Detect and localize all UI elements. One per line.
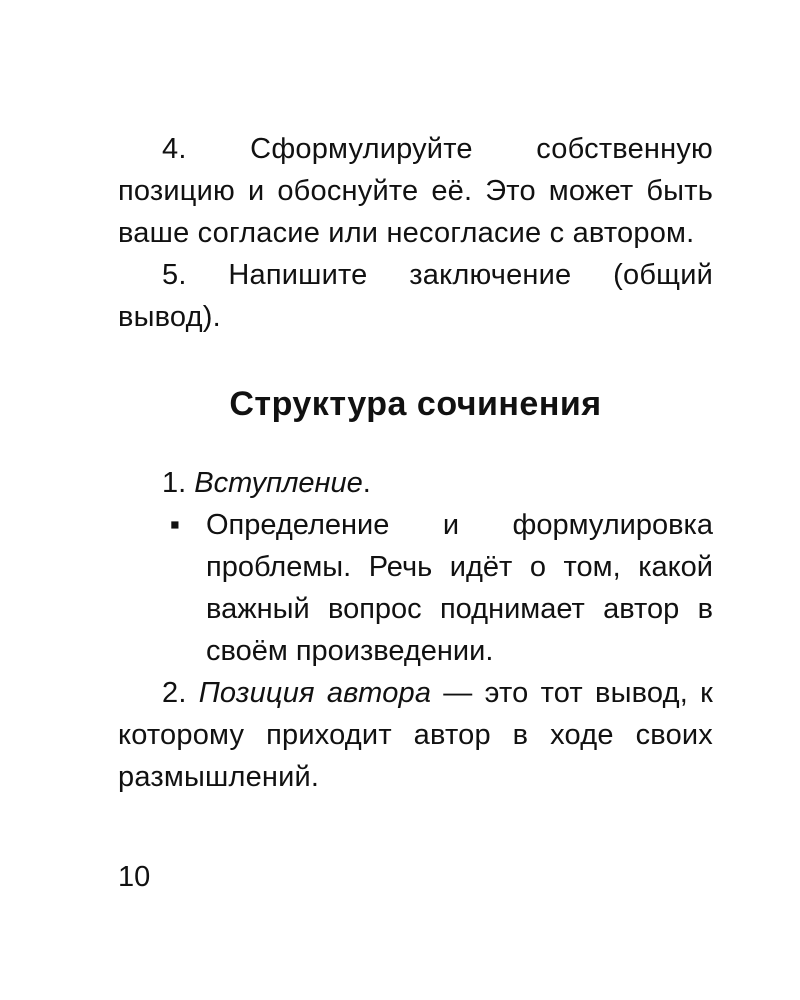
bullet-item [118,504,713,672]
structure-item-1 [118,462,713,504]
item-2-number: 2. [162,677,187,709]
item-1-suffix: . [362,467,371,499]
page-number: 10 [118,861,151,893]
section-title: Структура сочинения [229,385,602,423]
step-5-paragraph: 5. Напишите заключение (общий вывод). [118,259,713,333]
step-4-paragraph: 4. Сформулируйте собственную позицию и обоснуйте её. Это может быть ваше согласие или несогласие с автором. [118,133,713,249]
item-1-title: Вступление [194,467,363,499]
structure-item-2 [118,672,713,798]
item-2-title: Позиция автора [198,677,432,709]
page-content [118,128,713,798]
bullet-square-icon: ▪ [169,509,180,541]
item-1-number: 1. [162,467,187,499]
bullet-text: Определение и формулировка проблемы. Речь идёт о том, какой важный вопрос поднимает автор в своём произведении. [206,509,713,667]
item-2-text: — это тот вывод, к которому приходит автор в ходе своих размышлений. [118,677,713,793]
